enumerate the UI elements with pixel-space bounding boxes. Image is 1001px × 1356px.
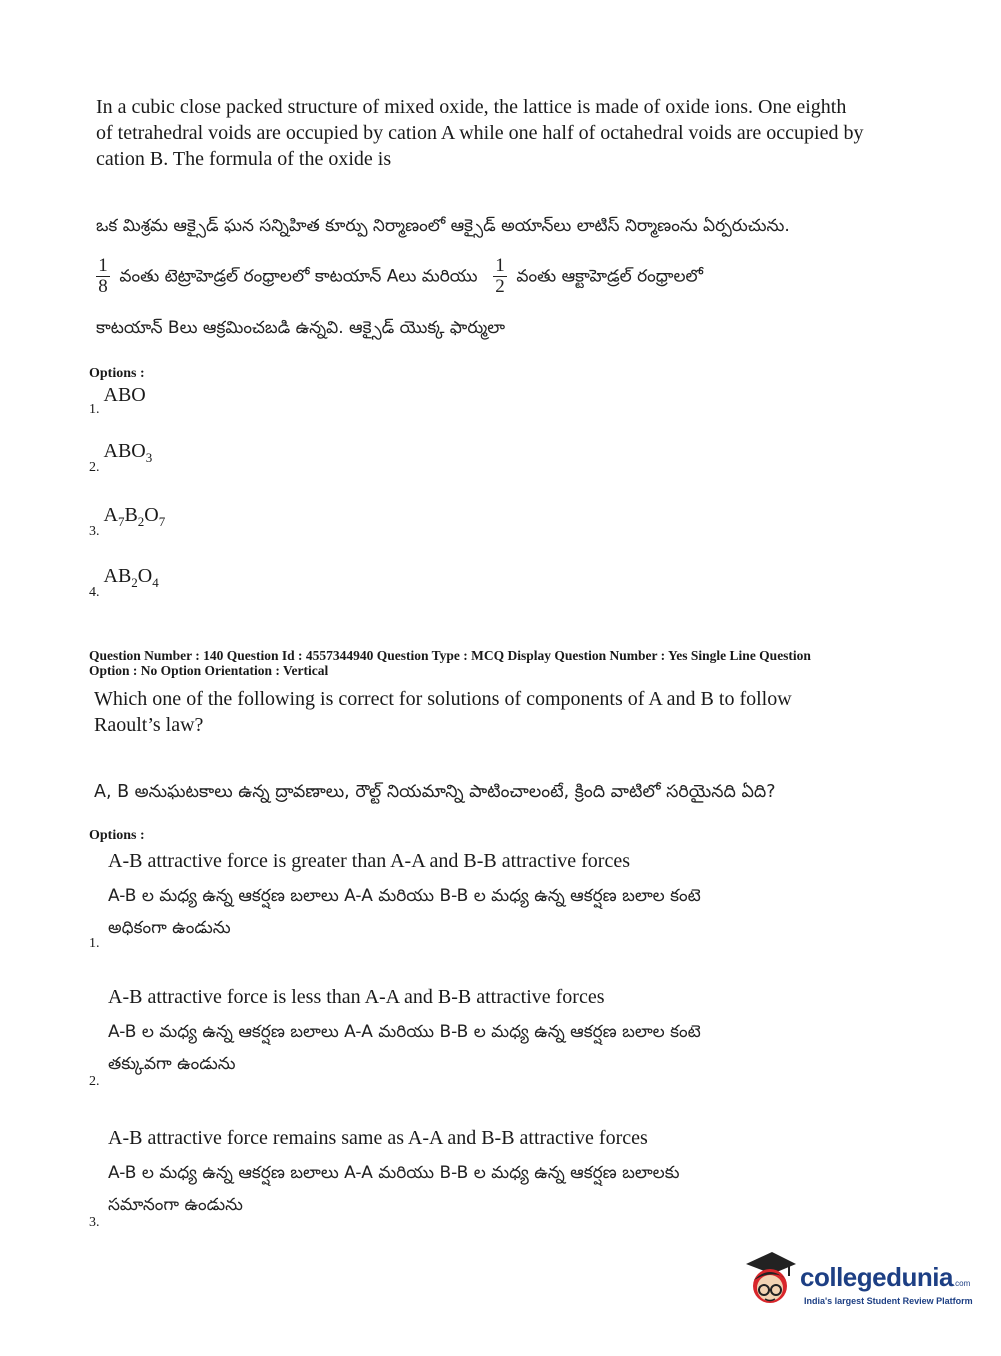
english-line1: Which one of the following is correct for solutions of components of A and B to follow xyxy=(94,688,792,710)
question-140-english xyxy=(94,686,894,738)
telugu-text: వంతు టెట్రాహెడ్రల్ రంధ్రాలలో కాటయాన్ Aలు మరియు xyxy=(119,266,478,287)
fraction-denominator: 8 xyxy=(98,276,108,297)
option-telugu-line1: A-B ల మధ్య ఉన్న ఆకర్షణ బలాలు A-A మరియు B-B ల మధ్య ఉన్న ఆకర్షణ బలాల కంటె xyxy=(108,886,701,906)
option-number: 1. xyxy=(89,402,100,417)
question-139-telugu-line2 xyxy=(96,256,886,297)
question-140-telugu: A, B అనుఘటకాలు ఉన్న ద్రావణాలు, రౌల్ట్ నియమాన్ని పాటించాలంటే, క్రింది వాటిలో సరియైనది ఏది? xyxy=(94,782,776,802)
option-value: $ABO_3$ xyxy=(103,440,153,465)
option-1[interactable] xyxy=(89,384,146,417)
option-4[interactable] xyxy=(89,565,159,600)
option-number: 3. xyxy=(89,524,100,539)
option-telugu-line2: అధికంగా ఉండును xyxy=(108,918,231,938)
fraction-numerator: 1 xyxy=(495,255,505,276)
option-value: $AB_2O_4$ xyxy=(103,565,159,590)
option-telugu-line2: సమానంగా ఉండును xyxy=(108,1195,243,1215)
logo-suffix: .com xyxy=(952,1279,971,1288)
options-heading: Options : xyxy=(89,366,145,381)
option-telugu-line2: తక్కువగా ఉండును xyxy=(108,1054,236,1074)
option-value: $A_7B_2O_7$ xyxy=(103,504,166,529)
option-telugu-line1: A-B ల మధ్య ఉన్న ఆకర్షణ బలాలు A-A మరియు B-B ల మధ్య ఉన్న ఆకర్షణ బలాలకు xyxy=(108,1163,680,1183)
q140-option-2[interactable] xyxy=(89,984,889,1090)
question-139-telugu-line1: ఒక మిశ్రమ ఆక్సైడ్ ఘన సన్నిహిత కూర్పు నిర్మాణంలో ఆక్సైడ్ అయాన్‌లు లాటిస్ నిర్మాణంను ఏర్పరుచును. xyxy=(96,216,790,236)
mascot-icon xyxy=(742,1250,798,1310)
fraction-one-half xyxy=(493,256,507,297)
fraction-numerator: 1 xyxy=(98,255,108,276)
option-english: A-B attractive force is greater than A-A and B-B attractive forces xyxy=(108,850,631,872)
fraction-denominator: 2 xyxy=(495,276,505,297)
option-value: ABO xyxy=(103,384,146,406)
option-3[interactable] xyxy=(89,504,166,539)
question-139-telugu-line3: కాటయాన్ Bలు ఆక్రమించబడి ఉన్నవి. ఆక్సైడ్ యొక్క ఫార్ములా xyxy=(96,318,506,338)
options-heading: Options : xyxy=(89,828,145,843)
option-telugu-line1: A-B ల మధ్య ఉన్న ఆకర్షణ బలాలు A-A మరియు B-B ల మధ్య ఉన్న ఆకర్షణ బలాల కంటె xyxy=(108,1022,701,1042)
option-english: A-B attractive force remains same as A-A and B-B attractive forces xyxy=(108,1127,648,1149)
option-number: 4. xyxy=(89,585,100,600)
fraction-one-eighth xyxy=(96,256,110,297)
q140-option-3[interactable] xyxy=(89,1125,889,1231)
option-number: 2. xyxy=(89,460,100,475)
option-2[interactable] xyxy=(89,440,153,475)
english-line2: Raoult’s law? xyxy=(94,714,204,736)
q140-option-1[interactable] xyxy=(89,848,889,952)
question-139-english: In a cubic close packed structure of mixed oxide, the lattice is made of oxide ions. One eighth of tetrahedral voids are occupied by cation A while one half of octahedral voids are occupied by cation B. The formula of the oxide is xyxy=(96,96,864,170)
option-number: 2. xyxy=(89,1074,100,1089)
collegedunia-logo xyxy=(742,1250,972,1314)
logo-name: collegedunia xyxy=(800,1262,953,1292)
question-140-meta xyxy=(89,648,909,678)
option-number: 1. xyxy=(89,936,100,951)
option-number: 3. xyxy=(89,1215,100,1230)
logo-tagline: India's largest Student Review Platform xyxy=(804,1296,973,1306)
meta-line2: Option : No Option Orientation : Vertical xyxy=(89,663,329,678)
telugu-text: వంతు ఆక్టాహెడ్రల్ రంధ్రాలలో xyxy=(516,266,703,287)
option-english: A-B attractive force is less than A-A and B-B attractive forces xyxy=(108,986,605,1008)
meta-line1: Question Number : 140 Question Id : 4557344940 Question Type : MCQ Display Question Number : Yes Single Line Question xyxy=(89,648,811,663)
